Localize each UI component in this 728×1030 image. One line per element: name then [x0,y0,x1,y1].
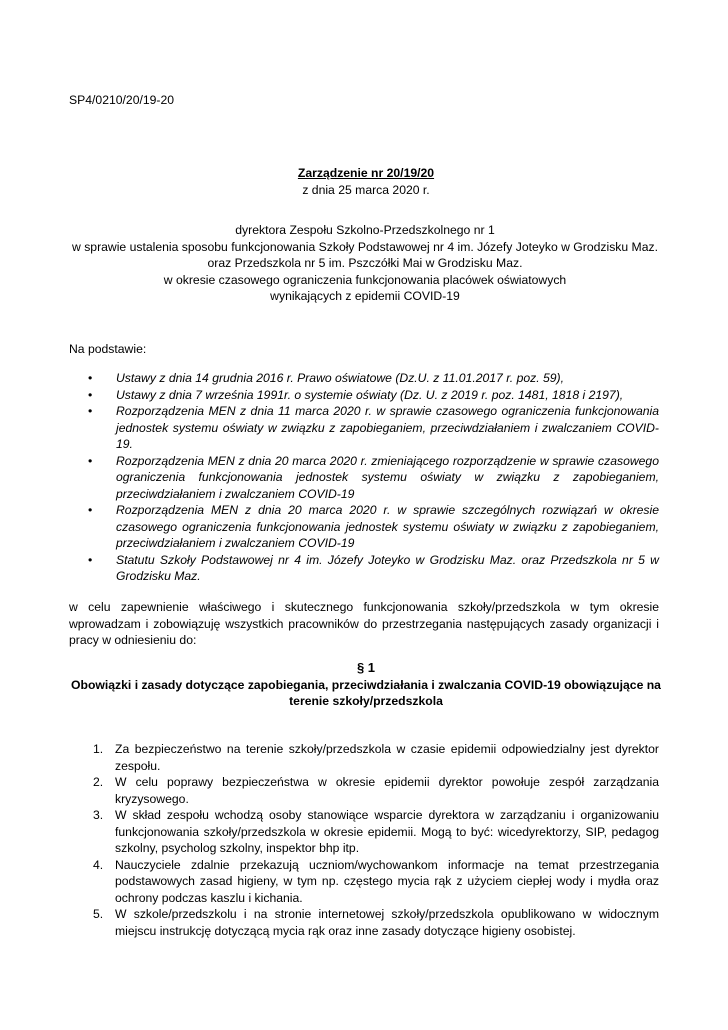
subject-line: oraz Przedszkola nr 5 im. Pszczółki Mai w Grodzisku Maz. [207,256,523,270]
legal-basis-item [88,552,659,585]
list-item-number: 2. [93,775,104,789]
document-reference-number: SP4/0210/20/19-20 [69,93,175,107]
intro-paragraph: w celu zapewnienie właściwego i skutecznego funkcjonowania szkoły/przedszkola w tym okresie wprowadzam i zobowiązuję wszystkich pracowników do przestrzegania następujących zasady organizacji i pracy w odniesieniu do: [69,600,659,647]
subject-line: wynikających z epidemii COVID-19 [270,289,460,303]
legal-basis-label: Na podstawie: [69,342,147,356]
subject-line: w okresie czasowego ograniczenia funkcjonowania placówek oświatowych [163,272,567,287]
legal-basis-list [69,370,659,585]
section-header [60,660,672,710]
list-item [93,774,659,807]
legal-basis-item [88,370,659,387]
list-item-number: 5. [93,907,104,921]
list-item [93,741,659,774]
list-item-text: Za bezpieczeństwo na terenie szkoły/przedszkola w czasie epidemii odpowiedzialny jest dyrektor zespołu. [115,742,659,773]
section-number: § 1 [356,660,376,675]
list-item [93,857,659,907]
list-item [93,807,659,857]
legal-basis-text: Rozporządzenia MEN z dnia 20 marca 2020 r. zmieniającego rozporządzenie w sprawie czasowego ograniczenia funkcjonowania jednostek systemu oświaty w związku z zapobieganiem, przeciwdziałaniem i zwalczaniem COVID-19 [116,453,659,501]
legal-basis-item [88,453,659,503]
legal-basis-text: Ustawy z dnia 7 września 1991r. o systemie oświaty (Dz. U. z 2019 r. poz. 1481, 1818 i 2197), [116,387,624,402]
list-item-text: W celu poprawy bezpieczeństwa w okresie epidemii dyrektor powołuje zespół zarządzania kryzysowego. [115,775,659,806]
legal-basis-text: Ustawy z dnia 14 grudnia 2016 r. Prawo oświatowe (Dz.U. z 11.01.2017 r. poz. 59), [116,371,565,385]
section-heading: Obowiązki i zasady dotyczące zapobiegania, przeciwdziałania i zwalczania COVID-19 obowiązujące na terenie szkoły/przedszkola [71,677,661,708]
list-item-number: 4. [93,857,104,872]
bullet-icon: • [88,453,93,468]
list-item-text: W szkole/przedszkolu i na stronie internetowej szkoły/przedszkola opublikowano w widocznym miejscu instrukcję dotyczącą mycia rąk oraz inne zasady dotyczące higieny osobistej. [115,907,659,938]
subject-line: dyrektora Zespołu Szkolno-Przedszkolnego nr 1 [235,223,495,237]
legal-basis-item [88,403,659,453]
numbered-list [69,741,659,939]
bullet-icon: • [88,552,93,567]
document-title: Zarządzenie nr 20/19/20 [297,166,435,180]
list-item-text: Nauczyciele zdalnie przekazują uczniom/wychowankom informacje na temat przestrzegania podstawowych zasad higieny, w tym np. częstego mycia rąk z użyciem ciepłej wody i mydła oraz ochrony podczas kaszlu i kichania. [115,857,659,905]
list-item-number: 3. [93,808,104,822]
document-header [60,165,672,198]
bullet-icon: • [88,371,93,385]
document-subject [40,222,690,305]
list-item-number: 1. [93,742,104,756]
bullet-icon: • [88,503,93,517]
list-item-text: W skład zespołu wchodzą osoby stanowiące wsparcie dyrektora w zarządzaniu i organizowaniu funkcjonowania szkoły/przedszkola w okresie epidemii. Mogą to być: wicedyrektorzy, SIP, pedagog szkolny, psycholog szkolny, inspektor bhp itp. [115,808,659,855]
legal-basis-text: Statutu Szkoły Podstawowej nr 4 im. Józefy Joteyko w Grodzisku Maz. oraz Przedszkola nr 5 w Grodzisku Maz. [116,552,659,583]
document-date: z dnia 25 marca 2020 r. [302,182,430,197]
legal-basis-text: Rozporządzenia MEN z dnia 20 marca 2020 r. w sprawie szczególnych rozwiązań w okresie czasowego ograniczenia funkcjonowania jednostek systemu oświaty w związku z zapobieganiem, przeciwdziałaniem i zwalczaniem COVID-19 [116,503,659,550]
legal-basis-item [88,387,659,404]
bullet-icon: • [88,387,93,402]
legal-basis-text: Rozporządzenia MEN z dnia 11 marca 2020 r. w sprawie czasowego ograniczenia funkcjonowania jednostek systemu oświaty w związku z zapobieganiem, przeciwdziałaniem i zwalczaniem COVID-19. [116,404,659,451]
bullet-icon: • [88,404,93,418]
legal-basis-item [88,502,659,552]
subject-line: w sprawie ustalenia sposobu funkcjonowania Szkoły Podstawowej nr 4 im. Józefy Joteyko w Grodzisku Maz. [72,239,658,254]
list-item [93,906,659,939]
